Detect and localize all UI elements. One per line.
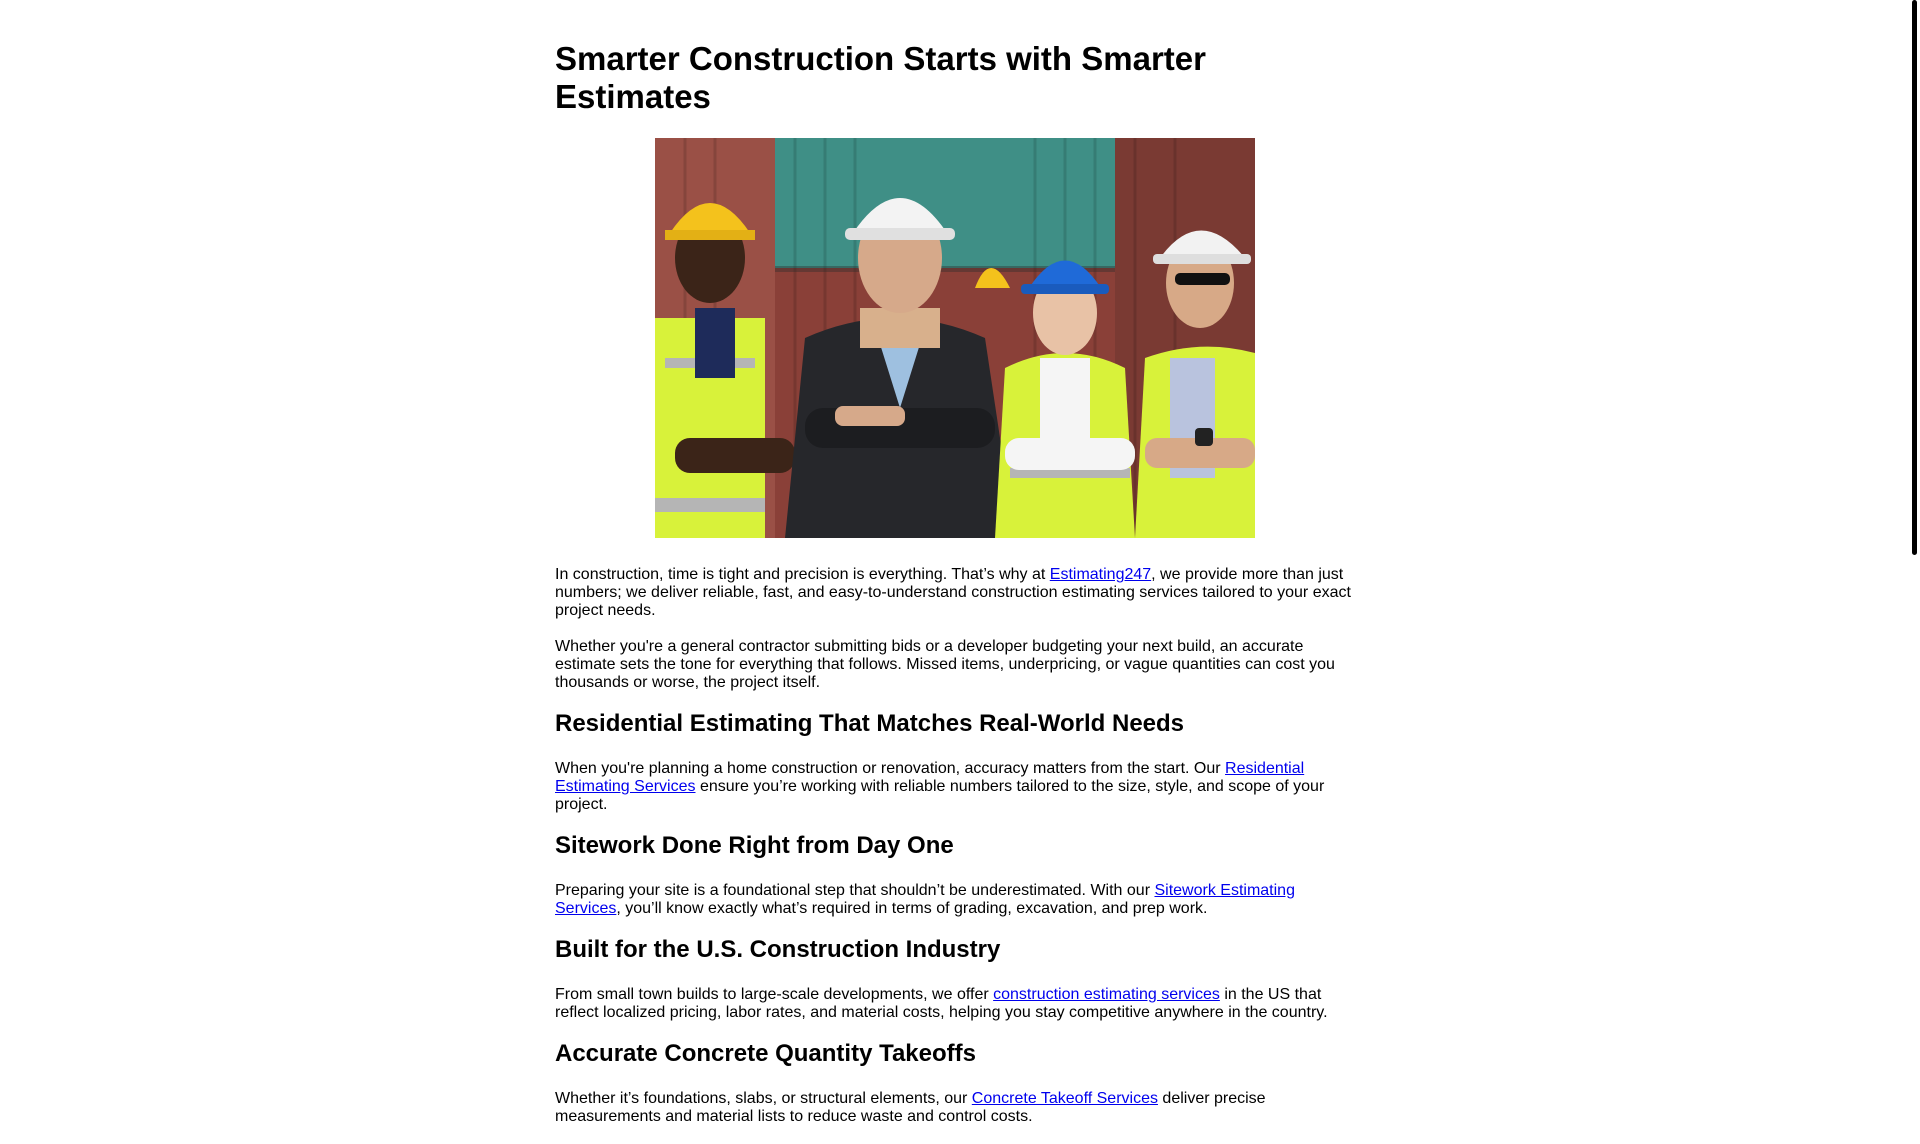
section-text-before: Preparing your site is a foundational step that shouldn’t be underestimated. With our xyxy=(555,882,1155,899)
section-heading-us-industry: Built for the U.S. Construction Industry xyxy=(555,936,1001,963)
intro-text-after: , we provide more than just numbers; we deliver reliable, fast, and easy-to-understand construction estimating services tailored to your exact project needs. xyxy=(555,566,1351,619)
construction-team-photo xyxy=(655,138,1255,538)
vertical-scrollbar[interactable] xyxy=(1906,0,1920,1080)
section-text-after: ensure you’re working with reliable numbers tailored to the size, style, and scope of your project. xyxy=(555,778,1325,813)
section-paragraph-us-industry xyxy=(555,986,1355,1022)
section-paragraph-residential xyxy=(555,760,1355,814)
hero-image xyxy=(655,138,1255,538)
scrollbar-thumb[interactable] xyxy=(1912,0,1917,555)
section-text-after: deliver precise measurements and material lists to reduce waste and control costs. xyxy=(555,1090,1266,1125)
concrete-takeoff-link[interactable]: Concrete Takeoff Services xyxy=(971,1090,1158,1107)
section-heading-sitework: Sitework Done Right from Day One xyxy=(555,832,954,859)
section-heading-concrete: Accurate Concrete Quantity Takeoffs xyxy=(555,1040,976,1067)
intro-text-before: In construction, time is tight and precision is everything. That’s why at xyxy=(555,566,1050,583)
article xyxy=(555,0,1355,1144)
body-paragraph: Whether you're a general contractor submitting bids or a developer budgeting your next build, an accurate estimate sets the tone for everything that follows. Missed items, underpricing, or vague quantities can cost you thousands or worse, the project itself. xyxy=(555,638,1335,691)
construction-estimating-link[interactable]: construction estimating services xyxy=(993,986,1220,1003)
intro-paragraph xyxy=(555,566,1355,620)
section-paragraph-concrete xyxy=(555,1090,1355,1126)
sitework-estimating-link[interactable]: Sitework Estimating Services xyxy=(555,882,1295,917)
section-heading-residential: Residential Estimating That Matches Real-World Needs xyxy=(555,710,1185,737)
section-text-after: in the US that reflect localized pricing, labor rates, and material costs, helping you stay competitive anywhere in the country. xyxy=(555,986,1328,1021)
estimating247-link[interactable]: Estimating247 xyxy=(1049,566,1152,583)
section-text-after: , you’ll know exactly what’s required in terms of grading, excavation, and prep work. xyxy=(616,900,1208,917)
section-text-before: When you're planning a home construction or renovation, accuracy matters from the start. Our xyxy=(555,760,1226,777)
section-text-before: Whether it’s foundations, slabs, or structural elements, our xyxy=(555,1090,972,1107)
page-title: Smarter Construction Starts with Smarter Estimates xyxy=(555,40,1206,115)
residential-estimating-link[interactable]: Residential Estimating Services xyxy=(555,760,1305,795)
section-text-before: From small town builds to large-scale developments, we offer xyxy=(555,986,994,1003)
section-paragraph-sitework xyxy=(555,882,1355,918)
